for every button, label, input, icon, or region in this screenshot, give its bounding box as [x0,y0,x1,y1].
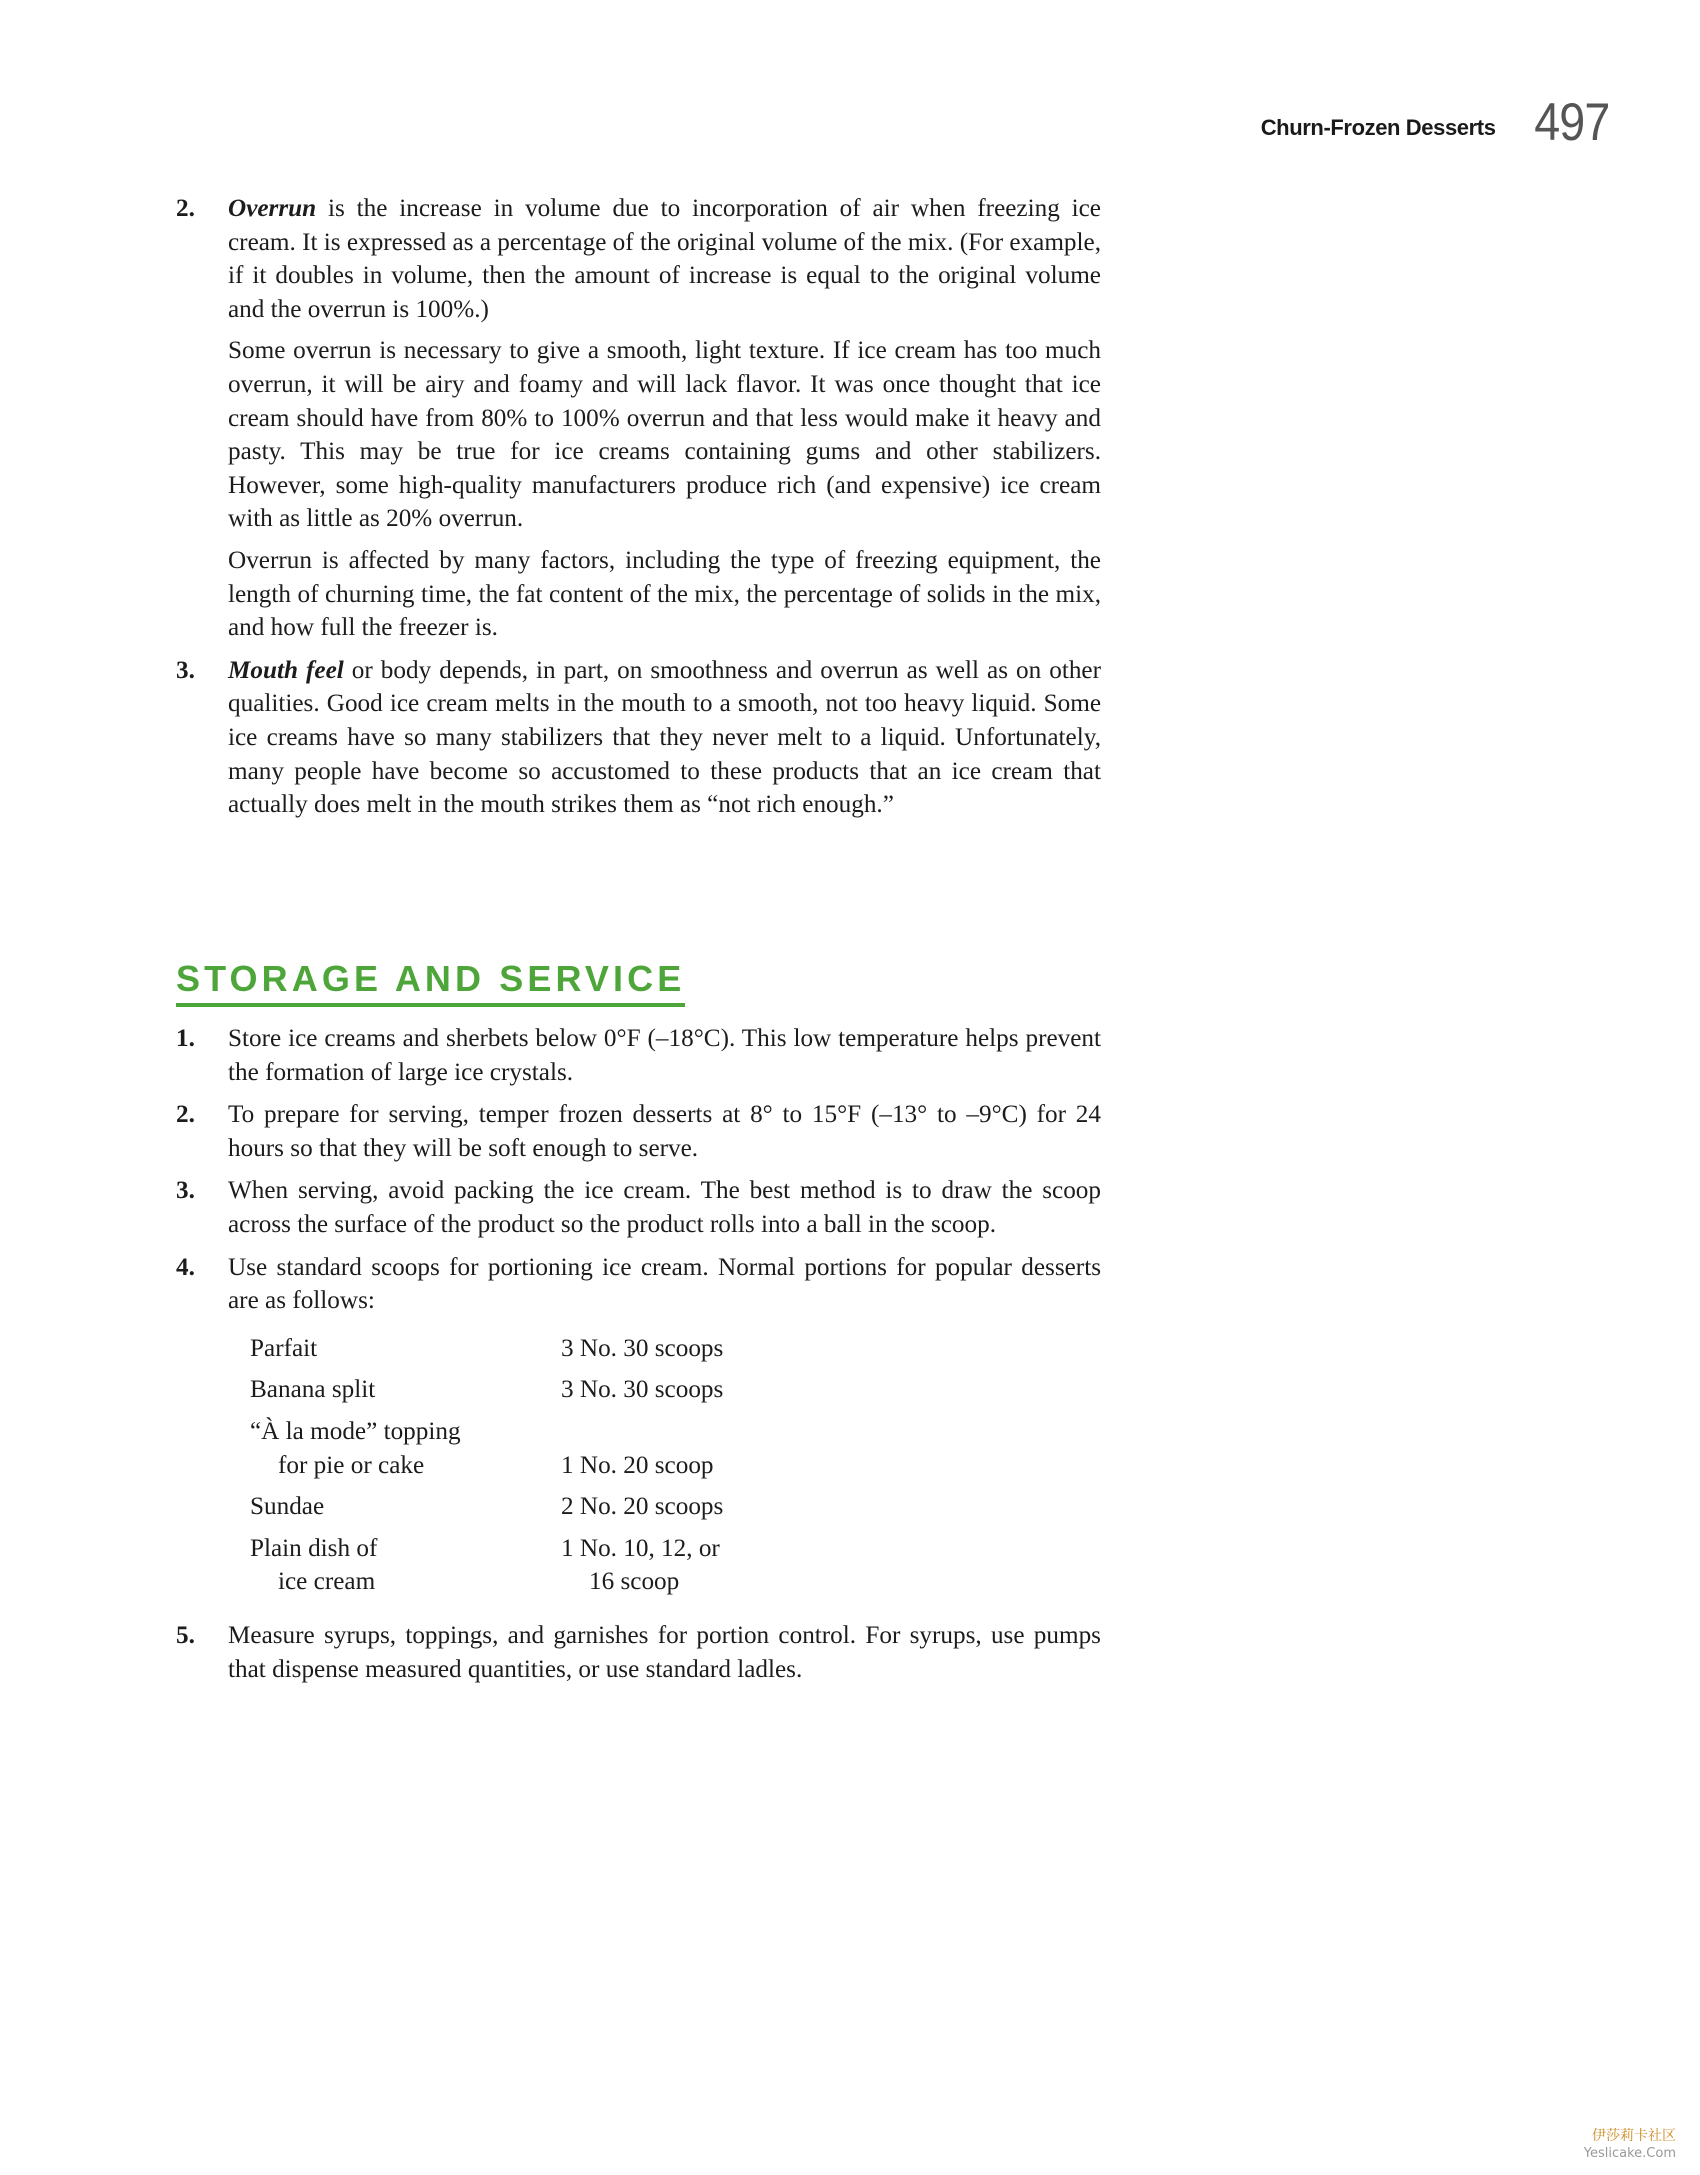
item-number: 1. [176,1025,195,1052]
portion-cell: 1 No. 20 scoop [561,1451,714,1479]
table-row [228,1490,723,1532]
item-text: To prepare for serving, temper frozen desserts at 8° to 15°F (–13° to –9°C) for 24 hours so that they will be soft enough to serve. [228,1101,1101,1162]
item-number: 5. [176,1621,195,1649]
watermark-site: Yeslicake.Com [1583,2146,1676,2161]
dessert-cell: Parfait [250,1334,318,1362]
item-paragraph: Overrun is affected by many factors, including the type of freezing equipment, the length of churning time, the fat content of the mix, the percentage of solids in the mix, and how full the freezer is. [228,546,1101,642]
watermark [1584,2127,1676,2163]
dessert-cell: “À la mode” topping for pie or cake [250,1417,461,1479]
list-item [176,1098,1101,1165]
list-item [176,1619,1101,1686]
table-row [228,1373,723,1415]
list-item-overrun [176,192,1101,645]
item-number: 3. [176,1177,195,1205]
item-number: 4. [176,1253,195,1281]
section-heading: STORAGE AND SERVICE [176,957,685,1007]
dessert-cell: Banana split [250,1376,376,1404]
portion-cell: 3 No. 30 scoops [561,1376,724,1404]
portion-cell: 3 No. 30 scoops [561,1334,724,1362]
item-number: 3. [176,656,195,684]
dessert-cell: Plain dish of ice cream [250,1534,378,1596]
table-row [228,1415,723,1490]
running-head [1260,93,1609,152]
list-item-mouth-feel [176,654,1101,822]
portion-table [228,1332,723,1607]
storage-list [176,1022,1101,1686]
item-number: 2. [176,195,195,222]
table-row [228,1532,723,1607]
item-text: When serving, avoid packing the ice cream. The best method is to draw the scoop across the surface of the product so the product rolls into a ball in the scoop. [228,1177,1101,1238]
running-title: Churn-Frozen Desserts [1260,115,1496,140]
item-paragraph: Mouth feel or body depends, in part, on smoothness and overrun as well as on other qualities. Good ice cream melts in the mouth to a smooth, not too heavy liquid. Some ice creams have so many stabilizers that they never melt to a liquid. Unfortunately, many people have become so accustomed to these products that an ice cream that actually does melt in the mouth strikes them as “not rich enough.” [228,656,1101,819]
portion-cell: 2 No. 20 scoops [561,1493,724,1521]
portion-cell: 1 No. 10, 12, or 16 scoop [561,1534,720,1596]
page-number: 497 [1533,93,1609,152]
quality-list [176,192,1101,822]
item-text: Store ice creams and sherbets below 0°F (–18°C). This low temperature helps prevent the formation of large ice crystals. [228,1025,1101,1086]
item-text: Measure syrups, toppings, and garnishes for portion control. For syrups, use pumps that dispense measured quantities, or use standard ladles. [228,1621,1101,1683]
watermark-line: 伊莎莉卡社区 [1592,2128,1676,2144]
list-item [176,1251,1101,1607]
list-item [176,1174,1101,1241]
item-text: Use standard scoops for portioning ice cream. Normal portions for popular desserts are as follows: [228,1253,1101,1315]
item-paragraph: Overrun is the increase in volume due to incorporation of air when freezing ice cream. It is expressed as a percentage of the original volume of the mix. (For example, if it doubles in volume, then the amount of increase is equal to the original volume and the overrun is 100%.) [228,195,1101,323]
item-paragraph: Some overrun is necessary to give a smooth, light texture. If ice cream has too much overrun, it will be airy and foamy and will lack flavor. It was once thought that ice cream should have from 80% to 100% overrun and that less would make it heavy and pasty. This may be true for ice creams containing gums and other stabilizers. However, some high-quality manufacturers produce rich (and expensive) ice cream with as little as 20% overrun. [228,337,1101,533]
dessert-cell: Sundae [250,1493,325,1521]
term-overrun: Overrun [228,195,317,222]
term-mouth-feel: Mouth feel [228,656,344,684]
list-item [176,1022,1101,1089]
item-number: 2. [176,1101,195,1129]
table-row [228,1332,723,1374]
